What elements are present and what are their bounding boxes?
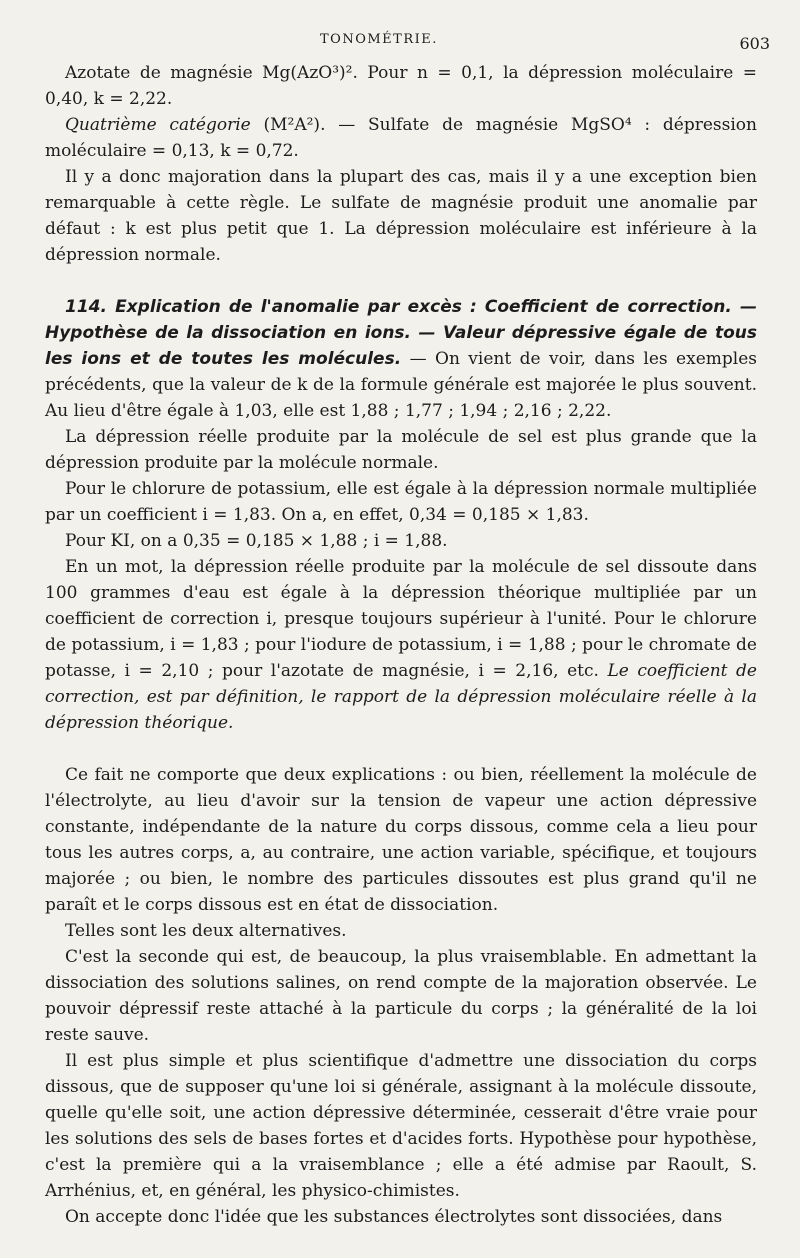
paragraph-ki: Pour KI, on a 0,35 = 0,185 × 1,88 ; i = 1,88. (65, 531, 448, 551)
paragraph-majoration: Il y a donc majoration dans la plupart des cas, mais il y a une exception bien remarquable à cette règle. Le sulfate de magnésie produit une anomalie par défaut : k est plus petit que 1. La dépression moléculaire est inférieure à la dépression normale. (45, 167, 757, 265)
page-body (45, 60, 757, 1230)
page-number: 603 (739, 34, 770, 53)
page-header (0, 30, 800, 54)
paragraph-deux-explications: Ce fait ne comporte que deux explications : ou bien, réellement la molécule de l'électrolyte, au lieu d'avoir sur la tension de vapeur une action dépressive constante, indépendante de la nature du corps dissous, comme cela a lieu pour tous les autres corps, a, au contraire, une action variable, spécifique, et toujours majorée ; ou bien, le nombre des particules dissoutes est plus grand qu'il ne paraît et le corps dissous est en état de dissociation. (45, 765, 757, 915)
section-114-heading: 114. Explication de l'anomalie par excès : Coefficient de correction. — Hypothèse de la dissociation en ions. — Valeur dépressive égale de tous les ions et de toutes les molécules. (45, 297, 757, 369)
section-114-text: — On vient de voir, dans les exemples précédents, que la valeur de k de la formule générale est majorée le plus souvent. Au lieu d'être égale à 1,03, elle est 1,88 ; 1,77 ; 1,94 ; 2,16 ; 2,22. (45, 349, 757, 421)
paragraph-depression-reelle: La dépression réelle produite par la molécule de sel est plus grande que la dépression produite par la molécule normale. (45, 427, 757, 473)
paragraph-alternatives: Telles sont les deux alternatives. (65, 921, 347, 941)
category-label: Quatrième catégorie (65, 115, 251, 135)
paragraph-seconde-vraisemblable: C'est la seconde qui est, de beaucoup, la plus vraisemblable. En admettant la dissociation des solutions salines, on rend compte de la majoration observée. Le pouvoir dépressif reste attaché à la particule du corps ; la généralité de la loi reste sauve. (45, 947, 757, 1045)
paragraph-quatrieme-categorie (45, 112, 757, 164)
paragraph-chlorure-potassium: Pour le chlorure de potassium, elle est égale à la dépression normale multipliée par un coefficient i = 1,83. On a, en effet, 0,34 = 0,185 × 1,83. (45, 479, 757, 525)
paragraph-plus-simple: Il est plus simple et plus scientifique d'admettre une dissociation du corps dissous, que de supposer qu'une loi si générale, assignant à la molécule dissoute, quelle qu'elle soit, une action dépressive déterminée, cesserait d'être vraie pour les solutions des sels de bases fortes et d'acides forts. Hypothèse pour hypothèse, c'est la première qui a la vraisemblance ; elle a été admise par Raoult, S. Arrhénius, et, en général, les physico-chimistes. (45, 1051, 757, 1201)
category-text: (M²A²). — Sulfate de magnésie MgSO⁴ : dépression moléculaire = 0,13, k = 0,72. (45, 115, 757, 161)
coefficient-text: En un mot, la dépression réelle produite par la molécule de sel dissoute dans 100 grammes d'eau est égale à la dépression théorique multipliée par un coefficient de correction i, presque toujours supérieur à l'unité. Pour le chlorure de potassium, i = 1,83 ; pour l'iodure de potassium, i = 1,88 ; pour le chromate de potasse, i = 2,10 ; pour l'azotate de magnésie, i = 2,16, etc. (45, 557, 757, 681)
running-title: TONOMÉTRIE. (320, 32, 438, 47)
coefficient-definition: Le coefficient de correction, est par définition, le rapport de la dépression moléculaire réelle à la dépression théorique. (45, 661, 757, 733)
paragraph-coefficient-correction (45, 554, 757, 736)
paragraph-azotate-magnesie: Azotate de magnésie Mg(AzO³)². Pour n = 0,1, la dépression moléculaire = 0,40, k = 2,22. (45, 63, 757, 109)
section-114 (45, 294, 757, 424)
paragraph-on-accepte: On accepte donc l'idée que les substances électrolytes sont dissociées, dans (65, 1207, 723, 1227)
